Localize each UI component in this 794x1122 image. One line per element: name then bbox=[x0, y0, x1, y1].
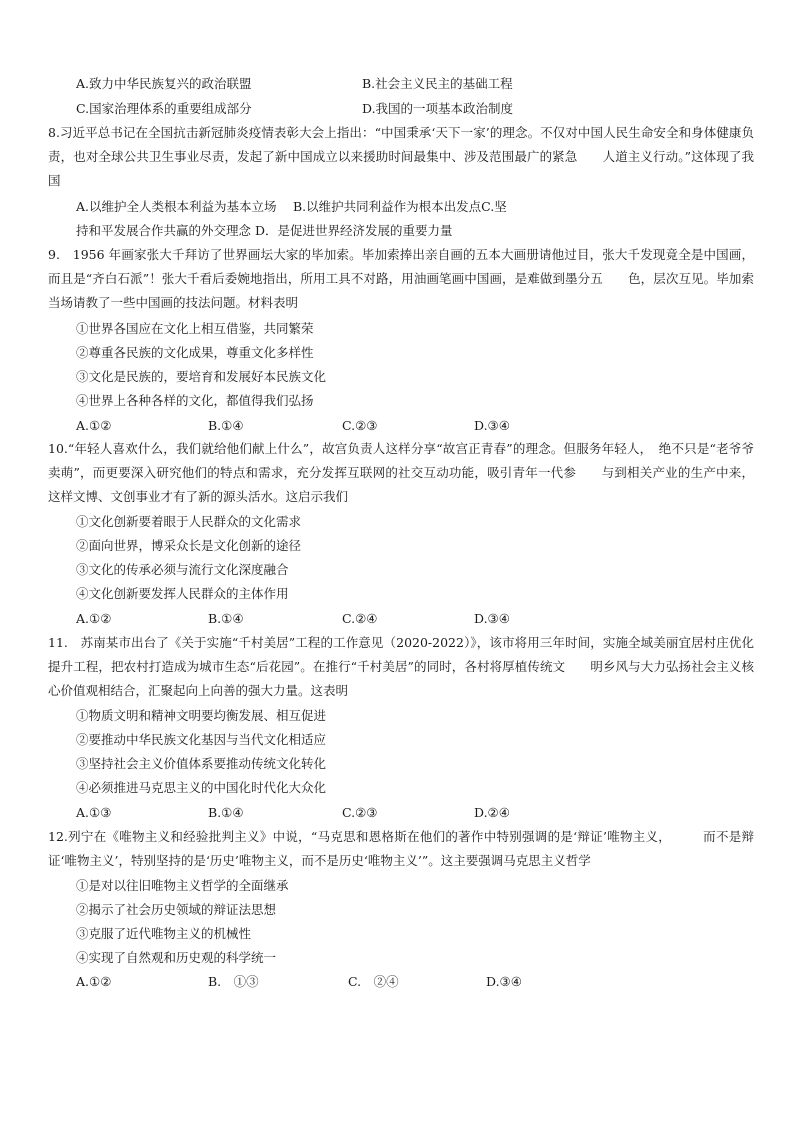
q10-item-2: ②面向世界，博采众长是文化创新的途径 bbox=[76, 538, 302, 553]
q9-item-3: ③文化是民族的，要培育和发展好本民族文化 bbox=[76, 369, 327, 384]
q11-option-b: B.①④ bbox=[208, 805, 244, 820]
q11-option-d: D.②④ bbox=[474, 805, 510, 820]
q12-item-3: ③克服了近代唯物主义的机械性 bbox=[76, 926, 252, 941]
q12-stem: 12.列宁在《唯物主义和经验批判主义》中说，“马克思和恩格斯在他们的著作中特别强调的是‘辩证’唯物主义， 而不是辩证‘唯物主义’，特别坚持的是‘历史’唯物主义，而不是历史‘唯物主义’”。这主要强调马克思主义哲学 bbox=[48, 829, 754, 868]
q9-option-b: B.①④ bbox=[208, 418, 244, 433]
q11-option-c: C.②③ bbox=[342, 805, 378, 820]
q11-item-3: ③坚持社会主义价值体系要推动传统文化转化 bbox=[76, 756, 327, 771]
q7-option-a: A.致力中华民族复兴的政治联盟 bbox=[76, 76, 252, 91]
q11-item-4: ④必须推进马克思主义的中国化时代化大众化 bbox=[76, 780, 327, 795]
q10-item-4: ④文化创新要发挥人民群众的主体作用 bbox=[76, 586, 289, 601]
q8-options-line1: A.以维护全人类根本利益为基本立场 B.以维护共同利益作为根本出发点C.坚 bbox=[76, 199, 507, 214]
q10-option-c: C.②④ bbox=[342, 611, 378, 626]
q9-option-a: A.①② bbox=[76, 418, 112, 433]
q12-item-1: ①是对以往旧唯物主义哲学的全面继承 bbox=[76, 878, 289, 893]
q10-item-1: ①文化创新要着眼于人民群众的文化需求 bbox=[76, 514, 302, 529]
q12-item-2: ②揭示了社会历史领域的辩证法思想 bbox=[76, 902, 277, 917]
q12-option-a: A.①② bbox=[76, 974, 112, 989]
q10-option-b: B.①④ bbox=[208, 611, 244, 626]
q10-item-3: ③文化的传承必须与流行文化深度融合 bbox=[76, 562, 289, 577]
q7-option-d: D.我国的一项基本政治制度 bbox=[362, 101, 514, 116]
q11-option-a: A.①③ bbox=[76, 805, 112, 820]
q8-stem: 8.习近平总书记在全国抗击新冠肺炎疫情表彰大会上指出：“中国秉承‘天下一家’的理念。不仅对中国人民生命安全和身体健康负责，也对全球公共卫生事业尽责，发起了新中国成立以来援助时间最集中、涉及范围最广的紧急 人道主义行动。”这体现了我国 bbox=[48, 125, 754, 188]
q11-item-2: ②要推动中华民族文化基因与当代文化相适应 bbox=[76, 732, 327, 747]
q11-stem: 11. 苏南某市出台了《关于实施“千村美居”工程的工作意见（2020-2022）》，该市将用三年时间，实施全域美丽宜居村庄优化提升工程，把农村打造成为城市生态“后花园”。在推行“千村美居”的同时，各村将厚植传统文 明乡风与大力弘扬社会主义核心价值观相结合，汇聚起向上向善的强大力量。这表明 bbox=[48, 635, 754, 698]
q12-item-4: ④实现了自然观和历史观的科学统一 bbox=[76, 950, 277, 965]
q9-item-2: ②尊重各民族的文化成果，尊重文化多样性 bbox=[76, 345, 314, 360]
q10-stem: 10.“年轻人喜欢什么，我们就给他们献上什么”，故宫负责人这样分享“故宫正青春”的理念。但服务年轻人， 绝不只是“老爷爷卖萌”，而更要深入研究他们的特点和需求，充分发挥互联网的社交互动功能，吸引青年一代参 与到相关产业的生产中来，这样文博、文创事业才有了新的源头活水。这启示我们 bbox=[48, 441, 754, 504]
q12-option-c: C. ②④ bbox=[348, 974, 399, 989]
q11-item-1: ①物质文明和精神文明要均衡发展、相互促进 bbox=[76, 708, 327, 723]
q10-option-a: A.①② bbox=[76, 611, 112, 626]
q7-option-c: C.国家治理体系的重要组成部分 bbox=[76, 101, 252, 116]
q9-option-d: D.③④ bbox=[474, 418, 510, 433]
q9-option-c: C.②③ bbox=[342, 418, 378, 433]
q12-option-d: D.③④ bbox=[486, 974, 522, 989]
q9-item-4: ④世界上各种各样的文化，都值得我们弘扬 bbox=[76, 393, 314, 408]
q7-option-b: B.社会主义民主的基础工程 bbox=[362, 76, 513, 91]
q10-option-d: D.③④ bbox=[474, 611, 510, 626]
q8-options-line2: 持和平发展合作共赢的外交理念 D．是促进世界经济发展的重要力量 bbox=[76, 223, 453, 238]
q9-stem: 9. 1956 年画家张大千拜访了世界画坛大家的毕加索。毕加索捧出亲自画的五本大画册请他过目，张大千发现竟全是中国画，而且是“齐白石派”！张大千看后委婉地指出，所用工具不对路，用油画笔画中国画，是难做到墨分五 色，层次互见。毕加索当场请教了一些中国画的技法问题。材料表明 bbox=[48, 247, 754, 310]
q12-option-b: B. ①③ bbox=[208, 974, 259, 989]
q9-item-1: ①世界各国应在文化上相互借鉴，共同繁荣 bbox=[76, 321, 314, 336]
